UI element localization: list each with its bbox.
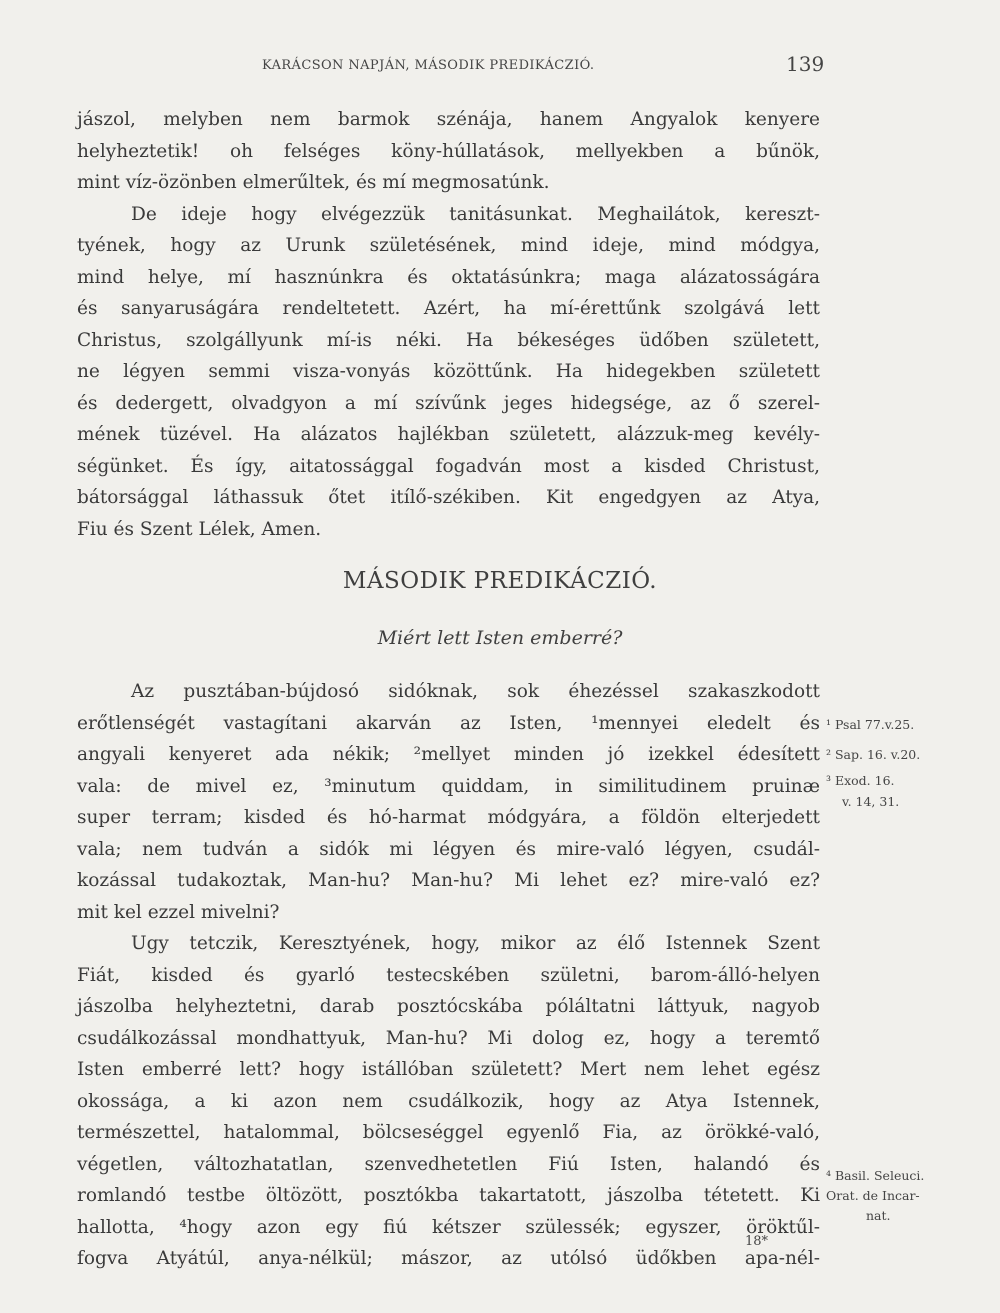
text-line: vala; nem tudván a sidók mi légyen és mire-való légyen, csudál- <box>77 838 820 860</box>
margin-note: ⁴ Basil. Seleuci. <box>826 1168 925 1183</box>
page-number: 139 <box>786 52 825 76</box>
text-line: Christus, szolgállyunk mí-is néki. Ha békeséges üdőben született, <box>77 329 820 351</box>
margin-note: nat. <box>866 1208 891 1223</box>
text-line: Az pusztában-bújdosó sidóknak, sok éhezéssel szakaszkodott <box>131 681 820 702</box>
text-line: vala: de mivel ez, ³minutum quiddam, in similitudinem pruinæ <box>77 775 820 797</box>
text-line: mének tüzével. Ha alázatos hajlékban született, alázzuk-meg kevély- <box>77 424 820 445</box>
signature-mark: 18* <box>745 1234 769 1249</box>
text-line: tyének, hogy az Urunk születésének, mind ideje, mind módgya, <box>77 235 820 256</box>
text-line: hallotta, ⁴hogy azon egy fiú kétszer szülessék; egyszer, öröktűl- <box>77 1216 820 1238</box>
text-line: erőtlenségét vastagítani akarván az Isten, ¹mennyei eledelt és <box>77 712 820 734</box>
paragraph-block-1 <box>77 104 820 545</box>
text-line: mit kel ezzel mivelni? <box>77 901 280 923</box>
text-line: Isten emberré lett? hogy istállóban született? Mert nem lehet egész <box>77 1059 820 1080</box>
text-line: okossága, a ki azon nem csudálkozik, hogy az Atya Istennek, <box>77 1090 820 1112</box>
section-subtitle: Miért lett Isten emberré? <box>377 627 623 649</box>
text-line: ségünket. És így, aitatossággal fogadván most a kisded Christust, <box>77 455 820 477</box>
margin-note: v. 14, 31. <box>842 794 900 809</box>
text-line: jászolba helyheztetni, darab posztócskába póláltatni láttyuk, nagyob <box>77 996 820 1017</box>
text-line: csudálkozással mondhattyuk, Man-hu? Mi dolog ez, hogy a teremtő <box>77 1027 820 1049</box>
text-line: Fiát, kisded és gyarló testecskében születni, barom-álló-helyen <box>77 964 820 986</box>
text-line: angyali kenyeret ada nékik; ²mellyet minden jó izekkel édesített <box>77 744 820 765</box>
text-line: jászol, melyben nem barmok szénája, hanem Angyalok kenyere <box>77 109 820 130</box>
margin-note: ¹ Psal 77.v.25. <box>826 717 915 732</box>
text-line: Ugy tetczik, Keresztyének, hogy, mikor az élő Istennek Szent <box>131 933 820 954</box>
text-line: super terram; kisded és hó-harmat módgyára, a földön elterjedett <box>77 807 820 828</box>
text-line: De ideje hogy elvégezzük tanitásunkat. Meghailátok, kereszt- <box>131 203 820 225</box>
paragraph-block-2 <box>77 676 820 1275</box>
text-line: fogva Atyátúl, anya-nélkül; mászor, az utólsó üdőkben apa-nél- <box>77 1248 820 1269</box>
text-line: mind helye, mí hasznúnkra és oktatásúnkra; maga alázatosságára <box>77 266 820 288</box>
text-line: természettel, hatalommal, bölcseséggel egyenlő Fia, az örökké-való, <box>77 1122 820 1143</box>
running-head: KARÁCSON NAPJÁN, MÁSODIK PREDIKÁCZIÓ. <box>262 58 595 73</box>
text-line: kozással tudakoztak, Man-hu? Man-hu? Mi lehet ez? mire-való ez? <box>77 870 820 891</box>
text-line: ne légyen semmi visza-vonyás közöttűnk. Ha hidegekben született <box>77 361 820 382</box>
text-line: romlandó testbe öltözött, posztókba takartatott, jászolba tétetett. Ki <box>77 1185 820 1206</box>
text-line: és dedergett, olvadgyon a mí szívűnk jeges hidegsége, az ő szerel- <box>77 392 820 414</box>
text-line: végetlen, változhatatlan, szenvedhetetlen Fiú Isten, halandó és <box>77 1153 820 1175</box>
text-line: bátorsággal láthassuk őtet itílő-székiben. Kit engedgyen az Atya, <box>77 487 820 508</box>
text-line: és sanyaruságára rendeltetett. Azért, ha mí-érettűnk szolgává lett <box>77 298 820 319</box>
margin-note: Orat. de Incar- <box>826 1188 920 1203</box>
text-line: helyheztetik! oh felséges köny-húllatások, mellyekben a bűnök, <box>77 140 820 162</box>
text-line: mint víz-özönben elmerűltek, és mí megmosatúnk. <box>77 172 550 193</box>
section-title: MÁSODIK PREDIKÁCZIÓ. <box>342 568 658 594</box>
margin-note: ³ Exod. 16. <box>826 773 895 788</box>
margin-note: ² Sap. 16. v.20. <box>826 747 921 762</box>
text-line: Fiu és Szent Lélek, Amen. <box>77 518 322 540</box>
